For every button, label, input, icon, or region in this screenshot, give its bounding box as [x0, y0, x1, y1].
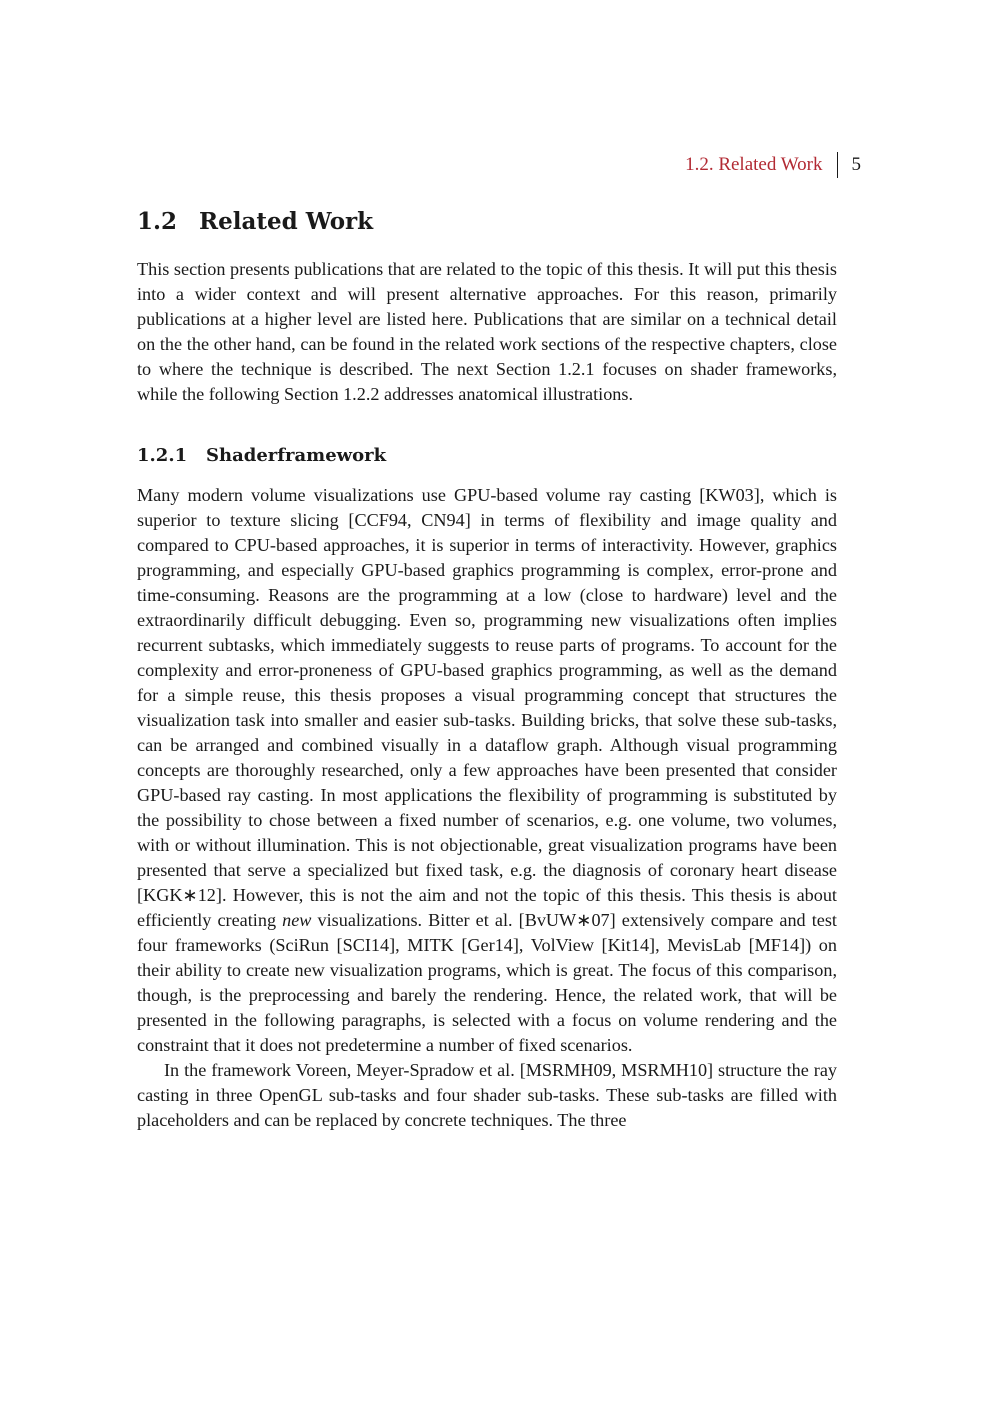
body-paragraph-1 [137, 483, 837, 1058]
subsection-heading [137, 443, 837, 469]
body-paragraph-1-part-2: visualizations. Bitter et al. [BvUW∗07] extensively compare and test four frameworks (SciRun [SCI14], MITK [Ger14], VolView [Kit14], MevisLab [MF14]) on their ability to create new visualization programs, which is great. The focus of this comparison, though, is the preprocessing and barely the rendering. Hence, the related work, that will be presented in the following paragraphs, is selected with a focus on volume rendering and the constraint that it does not predetermine a number of fixed scenarios. [137, 910, 837, 1055]
section-title: Related Work [199, 208, 374, 235]
running-header-divider [837, 152, 838, 178]
subsection-number: 1.2.1 [137, 445, 188, 466]
subsection-title: Shaderframework [206, 445, 387, 466]
running-header [685, 152, 861, 178]
main-content [137, 205, 837, 1133]
section-intro-paragraph: This section presents publications that are related to the topic of this thesis. It will put this thesis into a wider context and will present alternative approaches. For this reason, primarily publications at a higher level are listed here. Publications that are similar on a technical detail on the the other hand, can be found in the related work sections of the respective chapters, close to where the technique is described. The next Section 1.2.1 focuses on shader frameworks, while the following Section 1.2.2 addresses anatomical illustrations. [137, 259, 837, 404]
page-number: 5 [851, 154, 861, 175]
running-header-section: 1.2. Related Work [685, 154, 823, 175]
body-paragraph-1-part-1: Many modern volume visualizations use GPU-based volume ray casting [KW03], which is superior to texture slicing [CCF94, CN94] in terms of flexibility and image quality and compared to CPU-based approaches, it is superior in terms of interactivity. However, graphics programming, and especially GPU-based graphics programming is complex, error-prone and time-consuming. Reasons are the programming at a low (close to hardware) level and the extraordinarily difficult debugging. Even so, programming new visualizations often implies recurrent subtasks, which immediately suggests to reuse parts of programs. To account for the complexity and error-proneness of GPU-based graphics programming, as well as the demand for a simple reuse, this thesis proposes a visual programming concept that structures the visualization task into smaller and easier sub-tasks. Building bricks, that solve these sub-tasks, can be arranged and combined visually in a dataflow graph. Although visual programming concepts are thoroughly researched, only a few approaches have been presented that consider GPU-based ray casting. In most applications the flexibility of programming is substituted by the possibility to chose between a fixed number of scenarios, e.g. one volume, two volumes, with or without illumination. This is not objectionable, great visualization programs have been presented that serve a specialized but fixed task, e.g. the diagnosis of coronary heart disease [KGK∗12]. However, this is not the aim and not the topic of this thesis. This thesis is about efficiently creating [137, 485, 837, 930]
section-heading [137, 205, 837, 239]
section-number: 1.2 [137, 208, 178, 235]
body-paragraph-2: In the framework Voreen, Meyer-Spradow et al. [MSRMH09, MSRMH10] structure the ray casting in three OpenGL sub-tasks and four shader sub-tasks. These sub-tasks are filled with placeholders and can be replaced by concrete techniques. The three [137, 1060, 837, 1130]
body-paragraph-1-emphasis: new [282, 910, 312, 930]
